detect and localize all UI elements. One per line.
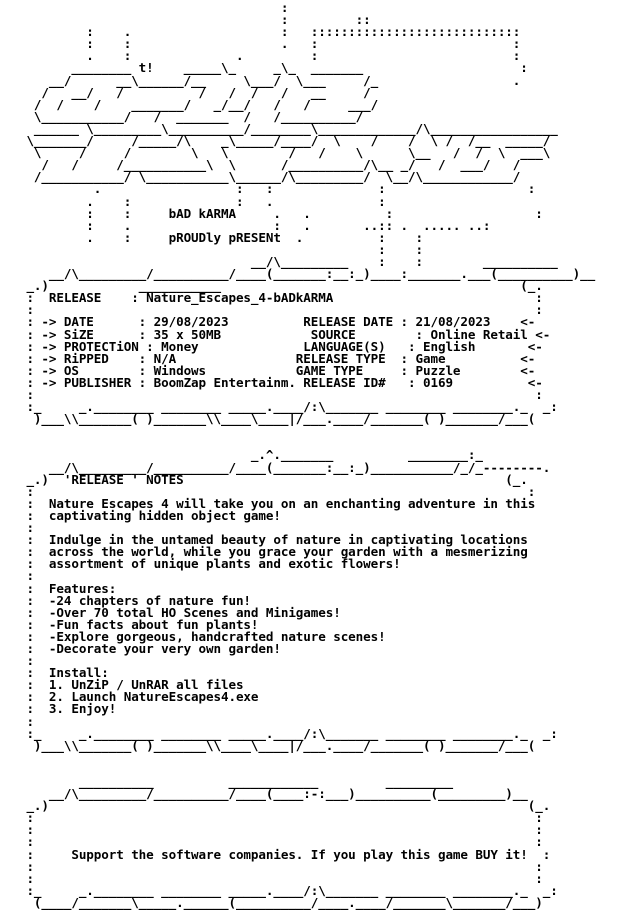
nfo-line: :_ _.________ ________ _____.____/:\_______ ________ ________._ _:	[4, 882, 558, 898]
nfo-line: : RELEASE : Nature_Escapes_4-bADkARMA :	[4, 290, 543, 306]
nfo-line: : Support the software companies. If you play this game BUY it! :	[4, 846, 551, 862]
nfo-line: : -> DATE : 29/08/2023 RELEASE DATE : 21/08/2023 <-	[4, 314, 536, 330]
nfo-line: : : . : :	[4, 36, 521, 52]
nfo-line: : -Fun facts about fun plants!	[4, 616, 259, 632]
nfo-line: : Features:	[4, 580, 117, 596]
nfo-line: : -> OS : Windows GAME TYPE : Puzzle <-	[4, 362, 536, 378]
nfo-line: :	[4, 653, 34, 669]
nfo-line: : 1. UnZiP / UnRAR all files	[4, 677, 244, 693]
nfo-line: : : bAD kARMA . . : :	[4, 205, 543, 221]
nfo-line: . : . : :	[4, 48, 521, 64]
nfo-line: : Nature Escapes 4 will take you on an enchanting adventure in this	[4, 495, 536, 511]
nfo-line	[4, 425, 595, 437]
nfo-line: : -> RiPPED : N/A RELEASE TYPE : Game <-	[4, 350, 536, 366]
nfo-line: : Install:	[4, 665, 109, 681]
nfo-line: / __/ / / / / / __ /	[4, 84, 371, 100]
nfo-line: : -> SiZE : 35 x 50MB SOURCE : Online Retail <-	[4, 326, 551, 342]
nfo-line: / / /___________\ \ /__________/\__ _/ / ___/ /	[4, 157, 521, 173]
nfo-line: : ::	[4, 12, 371, 28]
nfo-line: :	[4, 520, 34, 536]
nfo-line: :_ _.________ ________ _____.____/:\_______ ________ ________._ _:	[4, 399, 558, 415]
nfo-line: : :	[4, 483, 536, 499]
nfo-line: __/ __\______/__ \___/ \___ /_ .	[4, 72, 521, 88]
nfo-line: :	[4, 0, 289, 15]
nfo-line: : . : . ..:: . ..... ..:	[4, 217, 491, 233]
nfo-line: : :	[4, 870, 543, 886]
nfo-line: : -> PUBLISHER : BoomZap Entertainm. RELEASE ID# : 0169 <-	[4, 374, 543, 390]
nfo-line: (____/_______\_____.______(__________/____.____/_______\_______/___)	[4, 894, 543, 910]
nfo-line: : . : ::::::::::::::::::::::::::::	[4, 24, 521, 40]
nfo-line: : :	[4, 834, 543, 850]
nfo-line: : :	[4, 822, 543, 838]
nfo-line: _.) 'RELEASE ' NOTES (_.	[4, 471, 528, 487]
nfo-line: : -Decorate your very own garden!	[4, 640, 281, 656]
nfo-line: _.^._______ ________:_	[4, 447, 483, 463]
nfo-line: . : : . :	[4, 193, 386, 209]
nfo-line: : captivating hidden object game!	[4, 507, 281, 523]
nfo-line: : Indulge in the untamed beauty of nature in captivating locations	[4, 532, 528, 548]
nfo-line: / / / _______/ _/__/ / / ___/	[4, 96, 379, 112]
nfo-line: \ / / \ \ / / \ \__ / / \ ___\	[4, 145, 551, 161]
nfo-ascii-art	[4, 2, 595, 909]
nfo-line: \___________/ / _______ / /__________/	[4, 108, 364, 124]
nfo-line	[4, 752, 595, 764]
nfo-line: __/\_________/__________/____(_______:__:_)____:_______.___(__________)__	[4, 266, 596, 282]
nfo-line: : :	[4, 810, 543, 826]
nfo-line: : across the world, while you grace your garden with a mesmerizing	[4, 544, 528, 560]
nfo-line: /___________/ \___________\______/\_________/ \__/\____________/	[4, 169, 521, 185]
nfo-line: _.) ___________ (_.	[4, 278, 543, 294]
nfo-line: : :	[4, 241, 423, 257]
nfo-line: : -> PROTECTiON : Money LANGUAGE(S) : English <-	[4, 338, 543, 354]
nfo-line: _.) (_.	[4, 798, 551, 814]
nfo-line: : -Explore gorgeous, handcrafted nature scenes!	[4, 628, 386, 644]
nfo-line: \_______/ /_____/\ _\_____/____/ \ / / \ / /__ _____/	[4, 133, 551, 149]
nfo-line: : 2. Launch NatureEscapes4.exe	[4, 689, 259, 705]
nfo-line: : :	[4, 302, 543, 318]
nfo-line: : assortment of unique plants and exotic flowers!	[4, 556, 401, 572]
nfo-line: . : pROUDly pRESENt . : :	[4, 229, 476, 245]
nfo-line: . : : : :	[4, 181, 536, 197]
nfo-line: __/\_________ : : __________	[4, 253, 558, 269]
nfo-line: : -Over 70 total HO Scenes and Minigames!	[4, 604, 341, 620]
nfo-line: : 3. Enjoy!	[4, 701, 117, 717]
nfo-line: __/\_________/__________/____(_______:__:_)___________/_/_--------.	[4, 459, 551, 475]
nfo-line: :	[4, 713, 34, 729]
nfo-line: : :	[4, 387, 543, 402]
nfo-line: : :	[4, 858, 543, 874]
nfo-line: :_ _.________ ________ _____.____/:\_______ ________ ________._ _:	[4, 725, 558, 741]
nfo-line: )___\\_______( )_______\\____\____|/___.____/_______( )_______/___(	[4, 737, 536, 753]
nfo-line: :	[4, 568, 34, 584]
nfo-line: __________ ____________ _________	[4, 774, 453, 789]
nfo-line: ______ \_________\__________/________\_____________/\_________________	[4, 120, 558, 136]
nfo-line: : -24 chapters of nature fun!	[4, 592, 251, 608]
nfo-line: ________ t! _____\_ _\_ _______ :	[4, 60, 528, 76]
nfo-line: __/\_________/__________/____(____:-:___)__________(_________)__	[4, 786, 528, 802]
nfo-line: )___\\_______( )_______\\____\____|/___.____/_______( )_______/___(	[4, 411, 536, 427]
